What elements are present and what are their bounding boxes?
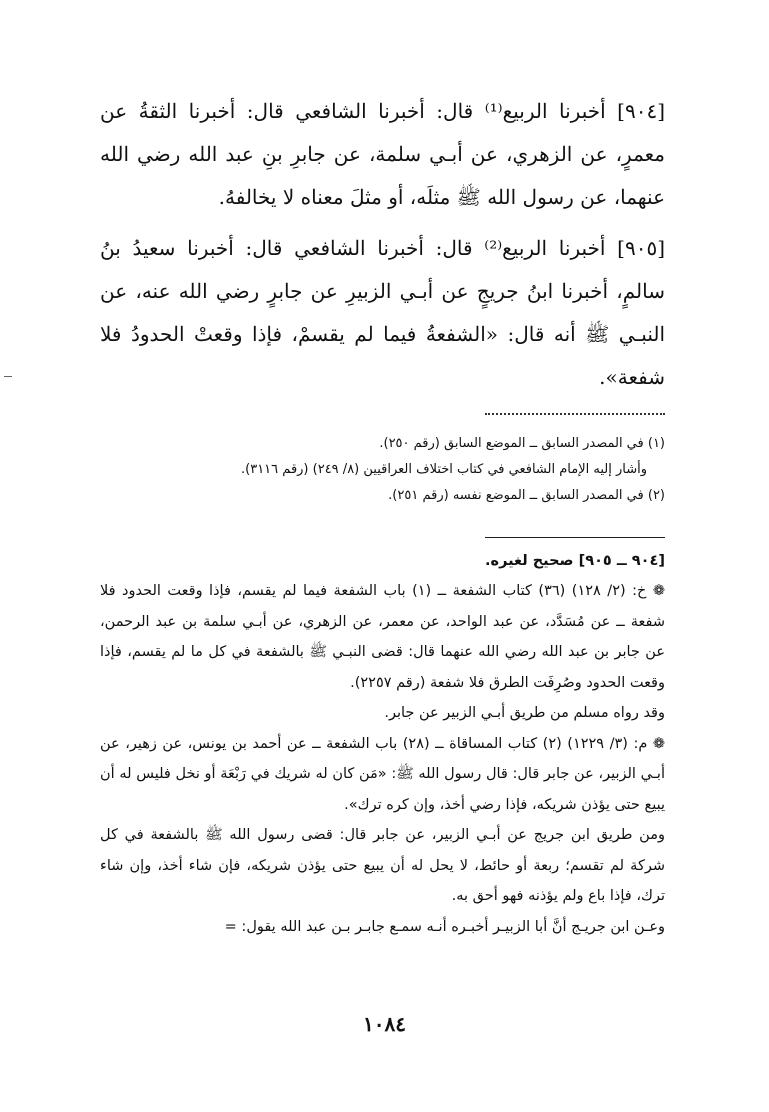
footnote-2: (٢) في المصدر السابق ــ الموضع نفسه (رقم ٢٥١).	[388, 488, 665, 503]
takhrij-section	[100, 576, 665, 942]
takhrij-note: وقد رواه مسلم من طريق أبـي الزبير عن جابر.	[384, 705, 665, 721]
hadith-904: [٩٠٤] أخبرنا الربيع⁽¹⁾ قال: أخبرنا الشافعي قال: أخبرنا الثقةُ عن معمرٍ، عن الزهري، عن أبـي سلمة، عن جابرِ بنِ عبد الله رضي الله عنهما، عن رسول الله ﷺ مثلَه، أو مثلَ معناه لا يخالفهُ.	[100, 99, 665, 209]
takhrij-bukhari: ❁ خ: (٢/ ١٢٨) (٣٦) كتاب الشفعة ــ (١) باب الشفعة فيما لم يقسم، فإذا وقعت الحدود فلا شفعة ــ عن مُسَدَّد، عن عبد الواحد، عن معمر، عن الزهري، عن أبـي سلمة بن عبد الرحمن، عن جابر بن عبد الله رضي الله عنهما قال: قضى النبـي ﷺ بالشفعة في كل ما لم يقسم، فإذا وقعت الحدود وصُرِفَت الطرق فلا شفعة (رقم ٢٢٥٧).	[100, 583, 665, 691]
page-body	[100, 90, 665, 942]
takhrij-muslim-3: وعـن ابن جريـج أنَّ أبا الزبيـر أخبـره أنـه سمـع جابـر بـن عبد الله يقول: =	[224, 918, 665, 935]
margin-mark	[4, 376, 12, 377]
footnote-1: (١) في المصدر السابق ــ الموضع السابق (رقم ٢٥٠).	[379, 436, 665, 451]
takhrij-separator	[485, 537, 665, 538]
takhrij-muslim-2: ومن طريق ابن جريج عن أبـي الزبير، عن جابر قال: قضى رسول الله ﷺ بالشفعة في كل شركة لم تقسم؛ ربعة أو حائط، لا يحل له أن يبيع حتى يؤذن شريكه، فإن شاء أخذ، وإن شاء ترك، فإذا باع ولم يؤذنه فهو أحق به.	[100, 827, 665, 904]
page-number: ١٠٨٤	[363, 1012, 406, 1036]
takhrij-heading: [٩٠٤ ــ ٩٠٥] صحيح لغيره.	[485, 553, 665, 569]
footnote-separator	[485, 413, 665, 415]
footnote-1-continued: وأشار إليه الإمام الشافعي في كتاب اختلاف العراقيين (٨/ ٢٤٩) (رقم ٣١١٦).	[241, 462, 647, 477]
hadith-905: [٩٠٥] أخبرنا الربيع⁽²⁾ قال: أخبرنا الشافعي قال: أخبرنا سعيدُ بنُ سالمٍ، أخبرنا ابنُ جريجٍ عن أبـي الزبيرِ عن جابرٍ رضي الله عنه، عن النبـي ﷺ أنه قال: «الشفعةُ فيما لم يقسمْ، فإذا وقعتْ الحدودُ فلا شفعة».	[100, 236, 665, 389]
footnotes	[100, 431, 665, 509]
takhrij-muslim: ❁ م: (٣/ ١٢٢٩) (٢) كتاب المساقاة ــ (٢٨) باب الشفعة ــ عن أحمد بن يونس، عن زهير، عن أبـي الزبير، عن جابر قال: قال رسول الله ﷺ: «مَن كان له شريك في رَبْعَة أو نخل فليس له أن يبيع حتى يؤذن شريكه، فإذا رضي أخذ، وإن كره ترك».	[100, 735, 665, 813]
